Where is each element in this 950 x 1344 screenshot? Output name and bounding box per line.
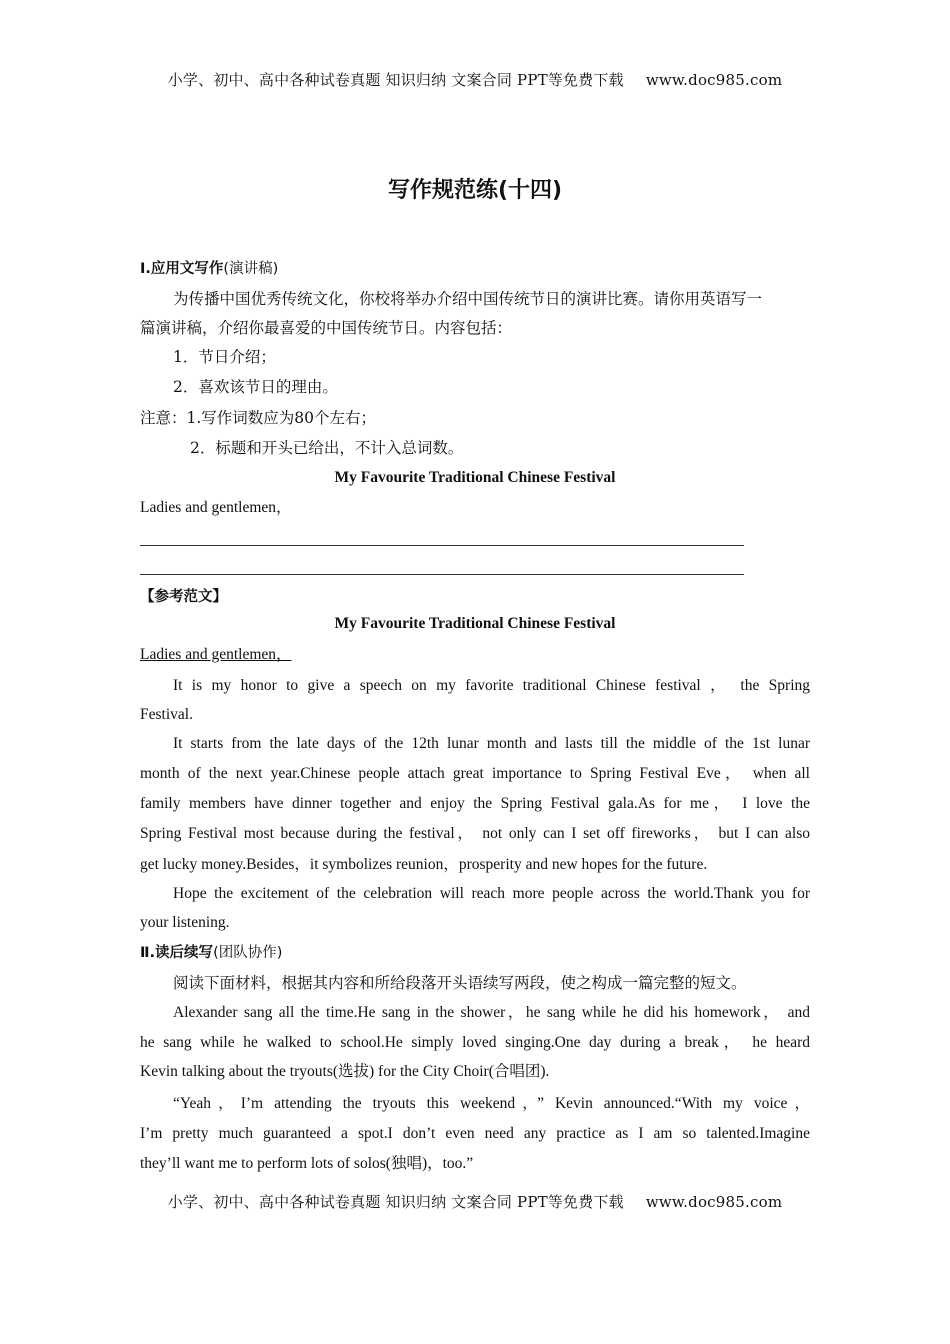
reference-p2-line2: month of the next year.Chinese people attach great importance to Spring Festival Eve， when all [140, 765, 810, 782]
section1-note1: 注意：1.写作词数应为80个左右； [140, 409, 377, 427]
section1-point1: 1．节日介绍； [173, 348, 276, 366]
section1-greeting: Ladies and gentlemen， [140, 499, 292, 516]
section2-p1-line1: Alexander sang all the time.He sang in the shower，he sang while he did his homework， and [173, 1004, 810, 1021]
section2-heading [140, 942, 810, 963]
section2-p2-line2: I’m pretty much guaranteed a spot.I don’t even need any practice as I am so talented.Imagine [140, 1125, 810, 1142]
section2-heading-label: Ⅱ.读后续写 [140, 945, 214, 961]
page-header [0, 69, 950, 90]
section1-intro-line2: 篇演讲稿，介绍你最喜爱的中国传统节日。内容包括： [140, 319, 513, 337]
reference-p2-line3: family members have dinner together and enjoy the Spring Festival gala.As for me， I love the [140, 795, 810, 812]
section1-essay-title: My Favourite Traditional Chinese Festival [334, 469, 616, 486]
reference-p3-line2: your listening. [140, 914, 230, 931]
section1-heading-label: Ⅰ.应用文写作 [140, 261, 224, 277]
reference-p2-line1: It starts from the late days of the 12th lunar month and lasts till the middle of the 1st lunar [173, 735, 810, 752]
section2-p1-line2: he sang while he walked to school.He simply loved singing.One day during a break， he heard [140, 1034, 810, 1051]
page-footer [0, 1191, 950, 1212]
header-url[interactable]: www.doc985.com [645, 71, 783, 89]
section2-heading-sub: (团队协作) [213, 945, 283, 961]
section1-point2: 2．喜欢该节日的理由。 [173, 378, 338, 396]
section1-intro-line1: 为传播中国优秀传统文化，你校将举办介绍中国传统节日的演讲比赛。请你用英语写一 [173, 290, 763, 308]
answer-line-2 [140, 574, 744, 575]
section1-note2: 2．标题和开头已给出，不计入总词数。 [190, 439, 464, 457]
section1-heading [140, 258, 810, 279]
section1-heading-sub: (演讲稿) [223, 261, 279, 277]
reference-p1-line1: It is my honor to give a speech on my favorite traditional Chinese festival ， the Spring [173, 677, 810, 694]
section2-p2-line1: “Yeah，I’m attending the tryouts this weekend，” Kevin announced.“With my voice， [173, 1095, 810, 1112]
reference-p3-line1: Hope the excitement of the celebration will reach more people across the world.Thank you for [173, 885, 810, 902]
section2-intro: 阅读下面材料，根据其内容和所给段落开头语续写两段，使之构成一篇完整的短文。 [173, 974, 747, 992]
footer-url[interactable]: www.doc985.com [645, 1193, 783, 1211]
reference-essay-title: My Favourite Traditional Chinese Festival [334, 615, 616, 632]
section2-p2-line3: they’ll want me to perform lots of solos(独唱)，too.” [140, 1155, 474, 1172]
reference-p2-line4: Spring Festival most because during the festival， not only can I set off fireworks， but I can also [140, 825, 810, 842]
answer-line-1 [140, 545, 744, 546]
reference-p2-line5: get lucky money.Besides，it symbolizes reunion，prosperity and new hopes for the future. [140, 856, 708, 873]
footer-text: 小学、初中、高中各种试卷真题 知识归纳 文案合同 PPT等免费下载 [167, 1193, 624, 1211]
reference-p1-line2: Festival. [140, 706, 193, 723]
section2-p1-line3: Kevin talking about the tryouts(选拔) for the City Choir(合唱团). [140, 1063, 550, 1080]
reference-greeting: Ladies and gentlemen， [140, 646, 292, 663]
page-title: 写作规范练(十四) [387, 178, 563, 203]
reference-label: 【参考范文】 [140, 589, 227, 605]
header-text: 小学、初中、高中各种试卷真题 知识归纳 文案合同 PPT等免费下载 [167, 71, 624, 89]
